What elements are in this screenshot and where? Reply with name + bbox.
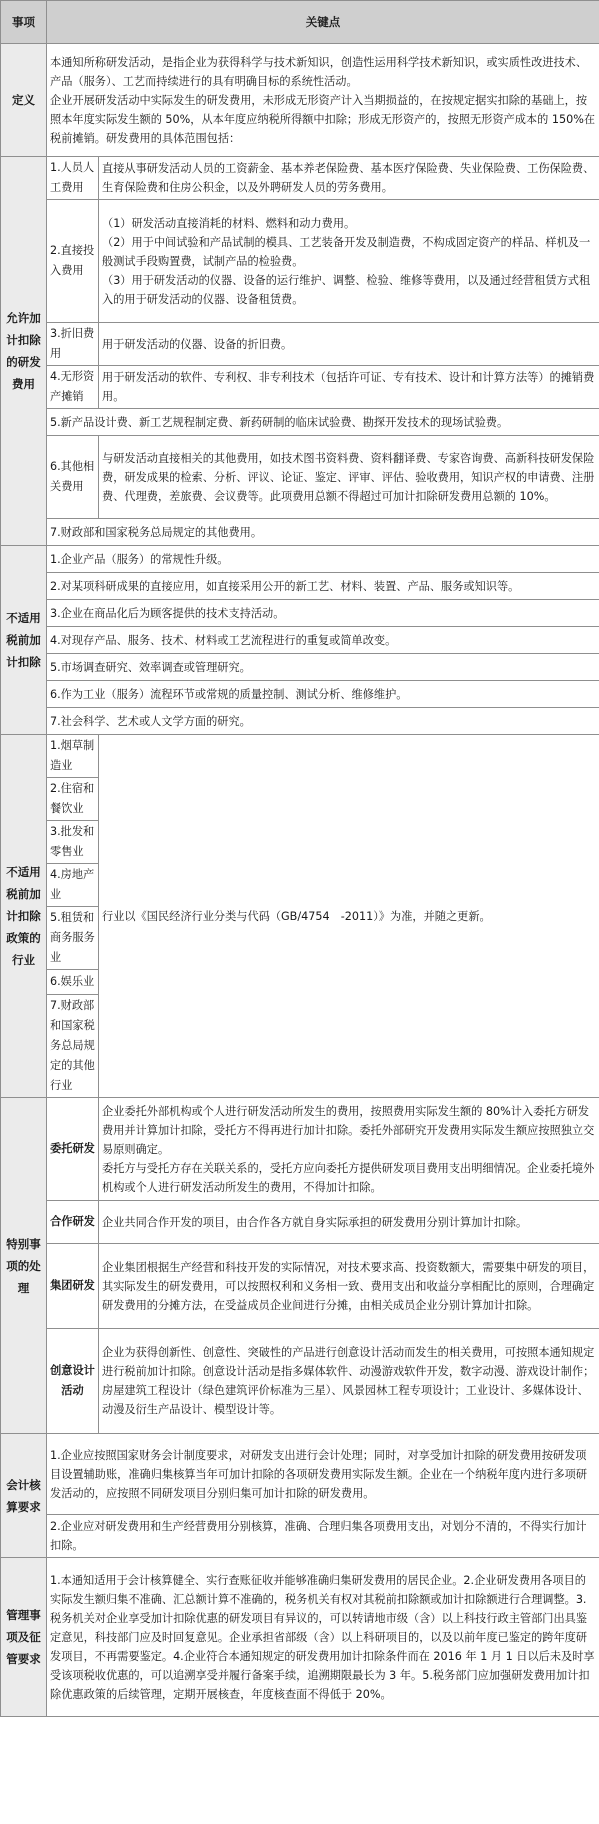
accounting-row-2 xyxy=(1,1515,599,1558)
allowed-item-name: 2.直接投入费用 xyxy=(47,200,99,323)
allowed-item-desc-line: （1）研发活动直接消耗的材料、燃料和动力费用。 xyxy=(102,216,356,230)
industries-label: 不适用税前加计扣除政策的行业 xyxy=(1,735,47,1098)
management-content: 1.本通知适用于会计核算健全、实行查账征收并能够准确归集研发费用的居民企业。2.企业研发费用各项目的实际发生额归集不准确、汇总额计算不准确的，税务机关有权对其税前扣除额或加计扣除额进行合理调整。3.税务机关对企业享受加计扣除优惠的研发项目有异议的，可以转请地市级（含）以上科技行政主管部门出具鉴定意见，科技部门应及时回复意见。企业承担省部级（含）以上科研项目的，以及以前年度已鉴定的跨年度研发项目，不再需要鉴定。4.企业符合本通知规定的研发费用加计扣除条件而在 2016 年 1 月 1 日以后未及时享受该项税收优惠的，可以追溯享受并履行备案手续，追溯期限最长为 3 年。5.税务部门应加强研发费用加计扣除优惠政策的后续管理，定期开展核查，年度核查面不得低于 20%。 xyxy=(47,1558,599,1717)
not-applicable-row-6 xyxy=(1,681,599,708)
not-applicable-item: 2.对某项科研成果的直接应用，如直接采用公开的新工艺、材料、装置、产品、服务或知识等。 xyxy=(47,573,599,600)
allowed-item-name: 1.人员人工费用 xyxy=(47,157,99,200)
industry-item: 4.房地产业 xyxy=(47,864,99,907)
industry-row-1 xyxy=(1,735,599,778)
allowed-item-desc: 用于研发活动的软件、专利权、非专利技术（包括许可证、专有技术、设计和计算方法等）的摊销费用。 xyxy=(99,366,599,409)
allowed-item-desc xyxy=(99,200,599,323)
header-item: 事项 xyxy=(1,1,47,44)
header-key-points: 关键点 xyxy=(47,1,599,44)
not-applicable-item: 5.市场调查研究、效率调查或管理研究。 xyxy=(47,654,599,681)
special-item-name: 创意设计活动 xyxy=(47,1329,99,1434)
industry-item: 7.财政部和国家税务总局规定的其他行业 xyxy=(47,995,99,1098)
industry-item: 6.娱乐业 xyxy=(47,970,99,995)
special-item-desc xyxy=(99,1098,599,1201)
not-applicable-row-2 xyxy=(1,573,599,600)
allowed-item-desc: 用于研发活动的仪器、设备的折旧费。 xyxy=(99,323,599,366)
not-applicable-label: 不适用税前加计扣除 xyxy=(1,546,47,735)
industry-item: 2.住宿和餐饮业 xyxy=(47,778,99,821)
accounting-label: 会计核算要求 xyxy=(1,1434,47,1558)
not-applicable-row-1 xyxy=(1,546,599,573)
industries-note: 行业以《国民经济行业分类与代码（GB/4754 -2011）》为准，并随之更新。 xyxy=(99,735,599,1098)
special-item-name: 委托研发 xyxy=(47,1098,99,1201)
industry-item: 1.烟草制造业 xyxy=(47,735,99,778)
allowed-row-5 xyxy=(1,409,599,436)
not-applicable-item: 4.对现存产品、服务、技术、材料或工艺流程进行的重复或简单改变。 xyxy=(47,627,599,654)
allowed-item-desc: 直接从事研发活动人员的工资薪金、基本养老保险费、基本医疗保险费、失业保险费、工伤保险费、生育保险费和住房公积金，以及外聘研发人员的劳务费用。 xyxy=(99,157,599,200)
not-applicable-row-4 xyxy=(1,627,599,654)
allowed-row-4 xyxy=(1,366,599,409)
not-applicable-row-7 xyxy=(1,708,599,735)
accounting-item: 2.企业应对研发费用和生产经营费用分别核算，准确、合理归集各项费用支出，对划分不清的，不得实行加计扣除。 xyxy=(47,1515,599,1558)
special-item-desc: 企业为获得创新性、创意性、突破性的产品进行创意设计活动而发生的相关费用，可按照本通知规定进行税前加计扣除。创意设计活动是指多媒体软件、动漫游戏软件开发，数字动漫、游戏设计制作；房屋建筑工程设计（绿色建筑评价标准为三星）、风景园林工程专项设计；工业设计、多媒体设计、动漫及衍生产品设计、模型设计等。 xyxy=(99,1329,599,1434)
accounting-item: 1.企业应按照国家财务会计制度要求，对研发支出进行会计处理；同时，对享受加计扣除的研发费用按研发项目设置辅助账，准确归集核算当年可加计扣除的各项研发费用实际发生额。企业在一个纳税年度内进行多项研发活动的，应按照不同研发项目分别归集可加计扣除的研发费用。 xyxy=(47,1434,599,1515)
management-label: 管理事项及征管要求 xyxy=(1,1558,47,1717)
special-item-desc: 企业共同合作开发的项目，由合作各方就自身实际承担的研发费用分别计算加计扣除。 xyxy=(99,1201,599,1244)
special-row-4 xyxy=(1,1329,599,1434)
not-applicable-row-3 xyxy=(1,600,599,627)
allowed-item-desc: 5.新产品设计费、新工艺规程制定费、新药研制的临床试验费、勘探开发技术的现场试验费。 xyxy=(47,409,599,436)
accounting-row-1 xyxy=(1,1434,599,1515)
allowed-row-3 xyxy=(1,323,599,366)
management-row xyxy=(1,1558,599,1717)
header-row xyxy=(1,1,599,44)
special-label: 特别事项的处理 xyxy=(1,1098,47,1434)
definition-content xyxy=(47,44,599,157)
not-applicable-item: 7.社会科学、艺术或人文学方面的研究。 xyxy=(47,708,599,735)
allowed-row-2 xyxy=(1,200,599,323)
allowed-item-desc-line: （2）用于中间试验和产品试制的模具、工艺装备开发及制造费，不构成固定资产的样品、样机及一般测试手段购置费，试制产品的检验费。 xyxy=(102,235,591,268)
not-applicable-item: 6.作为工业（服务）流程环节或常规的质量控制、测试分析、维修维护。 xyxy=(47,681,599,708)
special-item-desc-line: 企业委托外部机构或个人进行研发活动所发生的费用，按照费用实际发生额的 80%计入委托方研发费用并计算加计扣除，受托方不得再进行加计扣除。委托外部研究开发费用实际发生额应按照独立交易原则确定。 xyxy=(102,1104,595,1156)
allowed-row-6 xyxy=(1,436,599,519)
definition-para-1: 本通知所称研发活动，是指企业为获得科学与技术新知识，创造性运用科学技术新知识，或实质性改进技术、产品（服务）、工艺而持续进行的具有明确目标的系统性活动。 xyxy=(50,55,588,88)
allowed-item-name: 6.其他相关费用 xyxy=(47,436,99,519)
not-applicable-row-5 xyxy=(1,654,599,681)
allowed-item-name: 4.无形资产摊销 xyxy=(47,366,99,409)
not-applicable-item: 1.企业产品（服务）的常规性升级。 xyxy=(47,546,599,573)
definition-label: 定义 xyxy=(1,44,47,157)
allowed-label: 允许加计扣除的研发费用 xyxy=(1,157,47,546)
allowed-row-1 xyxy=(1,157,599,200)
industry-item: 5.租赁和商务服务业 xyxy=(47,907,99,970)
definition-para-2: 企业开展研发活动中实际发生的研发费用，未形成无形资产计入当期损益的，在按规定据实扣除的基础上，按照本年度实际发生额的 50%，从本年度应纳税所得额中扣除；形成无形资产的，按照无形资产成本的 150%在税前摊销。研发费用的具体范围包括： xyxy=(50,93,596,145)
allowed-item-desc: 与研发活动直接相关的其他费用，如技术图书资料费、资料翻译费、专家咨询费、高新科技研发保险费，研发成果的检索、分析、评议、论证、鉴定、评审、评估、验收费用，知识产权的申请费、注册费、代理费，差旅费、会议费等。此项费用总额不得超过可加计扣除研发费用总额的 10%。 xyxy=(99,436,599,519)
industry-item: 3.批发和零售业 xyxy=(47,821,99,864)
definition-row xyxy=(1,44,599,157)
allowed-item-desc-line: （3）用于研发活动的仪器、设备的运行维护、调整、检验、维修等费用，以及通过经营租赁方式租入的用于研发活动的仪器、设备租赁费。 xyxy=(102,273,591,306)
not-applicable-item: 3.企业在商品化后为顾客提供的技术支持活动。 xyxy=(47,600,599,627)
allowed-item-desc: 7.财政部和国家税务总局规定的其他费用。 xyxy=(47,519,599,546)
special-row-3 xyxy=(1,1244,599,1329)
allowed-row-7 xyxy=(1,519,599,546)
special-row-2 xyxy=(1,1201,599,1244)
special-item-desc-line: 委托方与受托方存在关联关系的，受托方应向委托方提供研发项目费用支出明细情况。企业委托境外机构或个人进行研发活动所发生的费用，不得加计扣除。 xyxy=(102,1161,595,1194)
special-item-name: 合作研发 xyxy=(47,1201,99,1244)
special-row-1 xyxy=(1,1098,599,1201)
allowed-item-name: 3.折旧费用 xyxy=(47,323,99,366)
special-item-desc: 企业集团根据生产经营和科技开发的实际情况，对技术要求高、投资数额大，需要集中研发的项目，其实际发生的研发费用，可以按照权利和义务相一致、费用支出和收益分享相配比的原则，合理确定研发费用的分摊方法，在受益成员企业间进行分摊，由相关成员企业分别计算加计扣除。 xyxy=(99,1244,599,1329)
special-item-name: 集团研发 xyxy=(47,1244,99,1329)
